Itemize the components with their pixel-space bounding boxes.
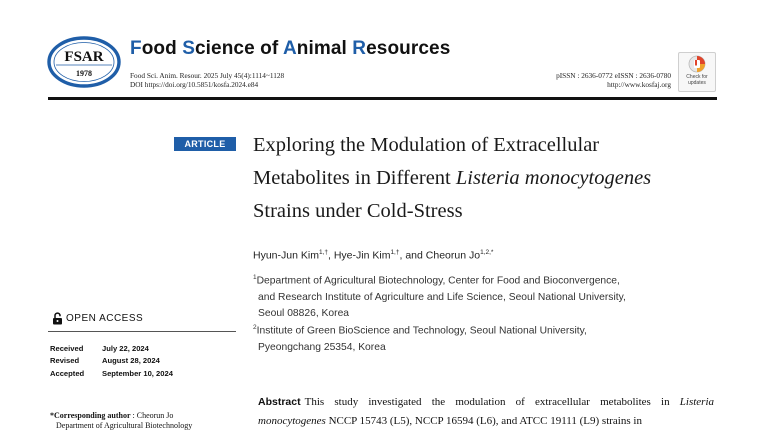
abstract-heading: Abstract: [258, 396, 301, 408]
article-title: Exploring the Modulation of Extracellular Metabolites in Different Listeria monocytogenes Strains under Cold-Stress: [253, 134, 652, 222]
date-row: Accepted September 10, 2024: [50, 368, 173, 378]
fsar-logo: [47, 36, 121, 88]
date-row: Received July 22, 2024: [50, 343, 149, 353]
journal-url-link[interactable]: http://www.kosfaj.org: [607, 80, 671, 90]
corresponding-author: *Corresponding author : Cheorun Jo Department of Agricultural Biotechnology: [50, 411, 193, 430]
check-for-updates-button[interactable]: [678, 52, 716, 92]
citation-line: Food Sci. Anim. Resour. 2025 July 45(4):1114~1128: [130, 71, 285, 80]
issn-line: pISSN : 2636-0772 eISSN : 2636-0780: [556, 71, 671, 80]
open-lock-icon: [52, 312, 63, 325]
article-dates: [50, 342, 173, 380]
logo-text: FSAR: [64, 49, 104, 65]
open-access-label: OPEN ACCESS: [52, 312, 143, 325]
affiliation-1: $^1$Department of Agricultural Biotechnology, Center for Food and Bioconvergence, and Research Institute of Agriculture and Life Science, Seoul National University, Seoul 08826, Korea: [253, 274, 626, 320]
article-type-badge: ARTICLE: [174, 137, 236, 151]
logo-year: 1978: [76, 69, 92, 78]
author-name[interactable]: Hye-Jin Kim: [333, 249, 391, 262]
author-name[interactable]: Cheorun Jo: [425, 249, 481, 262]
check-updates-label: Check for updates: [686, 74, 708, 86]
author-name[interactable]: Hyun-Jun Kim: [253, 249, 319, 262]
issn-block: [556, 71, 671, 90]
citation-block: [130, 71, 284, 90]
header-rule: [48, 97, 717, 100]
check-updates-icon: [679, 53, 715, 75]
journal-title: Food Science of Animal Resources: [130, 38, 451, 59]
affiliation-2: $^2$Institute of Green BioScience and Technology, Seoul National University, Pyeongchang 25354, Korea: [253, 324, 587, 353]
abstract: Abstract This study investigated the modulation of extracellular metabolites in Listeria monocytogenes NCCP 15743 (L5), NCCP 16594 (L6), and ATCC 19111 (L9) strains in: [258, 396, 714, 427]
author-list: Hyun-Jun Kim$^{1,\dagger}$, Hye-Jin Kim$^{1,\dagger}$, and Cheorun $Jo^{1,2,*}$: [253, 249, 494, 262]
date-row: Revised August 28, 2024: [50, 356, 160, 366]
open-access-rule: [48, 331, 236, 332]
doi-link[interactable]: DOI https://doi.org/10.5851/kosfa.2024.e84: [130, 80, 259, 90]
